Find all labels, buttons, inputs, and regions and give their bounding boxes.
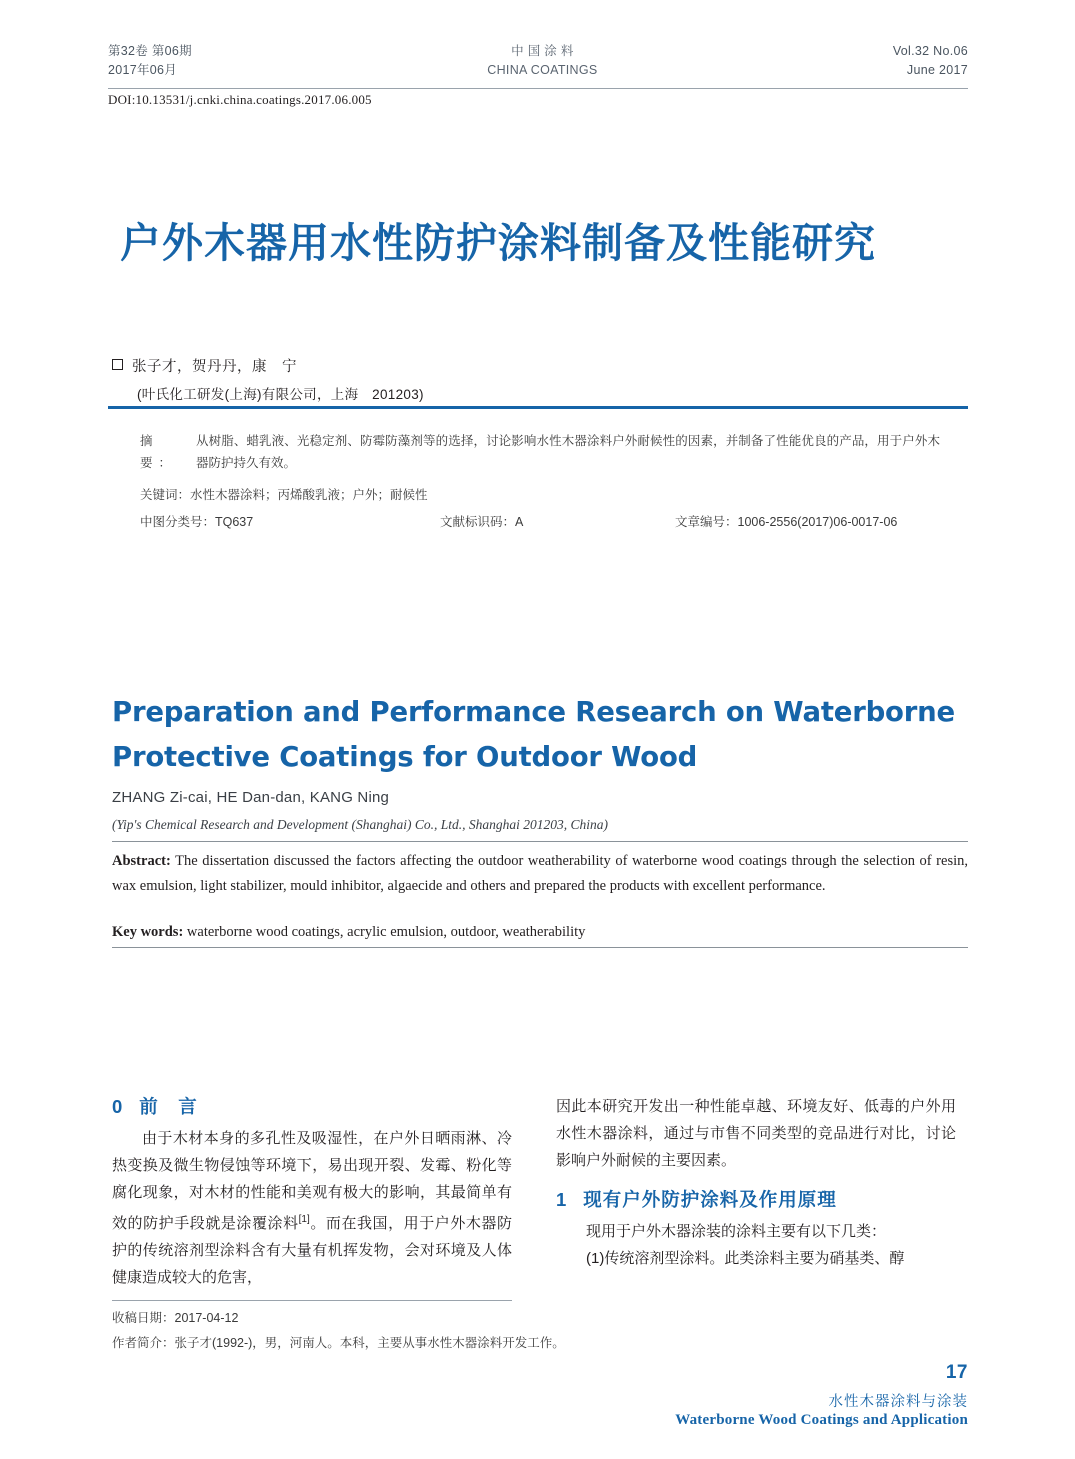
header-date-cn: 2017年06月 [108,63,178,77]
abstract-divider-bottom [112,947,968,948]
citation-marker: [1] [298,1214,310,1225]
keywords-en [112,920,968,944]
header-date-en: June 2017 [906,63,968,77]
keywords-en-text: waterborne wood coatings, acrylic emulsion, outdoor, weatherability [183,924,586,940]
header-divider [108,88,968,89]
section-heading-0 [112,1093,512,1121]
authors-en: ZHANG Zi-cai, HE Dan-dan, KANG Ning [112,789,390,806]
keywords-cn: 关键词：水性木器涂料；丙烯酸乳液；户外；耐候性 [140,488,428,502]
received-date: 收稿日期：2017-04-12 [112,1311,239,1325]
abstract-cn-label: 摘 要： [140,434,178,470]
authors-cn [112,355,297,376]
header-volume-cn: 第32卷 第06期 [108,44,192,58]
page-title-cn: 户外木器用水性防护涂料制备及性能研究 [120,219,876,267]
doi-text: DOI:10.13531/j.cnki.china.coatings.2017.06.005 [108,92,372,107]
keywords-en-label: Key words: [112,924,184,940]
clc-number: 中图分类号：TQ637 [140,515,254,529]
abstract-cn-text: 从树脂、蜡乳液、光稳定剂、防霉防藻剂等的选择，讨论影响水性木器涂料户外耐候性的因素，并制备了性能优良的产品，用于户外木器防护持久有效。 [196,434,940,470]
section-number-1: 1 [556,1189,568,1210]
paragraph-text: 由于木材本身的多孔性及吸湿性，在户外日晒雨淋、冷热变换及微生物侵蚀等环境下，易出现开裂、发霉、粉化等腐化现象，对木材的性能和美观有极大的影响，其最简单有效的防护手段就是涂覆涂料 [112,1130,512,1232]
section-heading-1 [556,1186,956,1214]
paragraph [112,1125,512,1291]
journal-name-cn: 中 国 涂 料 [511,44,574,58]
section-title-0: 前 言 [139,1096,198,1117]
bullet-square-icon [112,359,123,370]
document-code: 文献标识码：A [440,515,524,529]
paragraph: 现用于户外木器涂装的涂料主要有以下几类： [586,1223,887,1240]
page-header [108,42,968,80]
footnote-divider [112,1300,512,1301]
body-column-right [556,1093,956,1272]
page-title-en: Preparation and Performance Research on Waterborne Protective Coatings for Outdoor Wood [112,696,955,773]
footer-section-cn: 水性木器涂料与涂装 [828,1394,968,1410]
header-journal-name [487,42,597,80]
abstract-en [112,849,968,898]
paragraph: (1)传统溶剂型涂料。此类涂料主要为硝基类、醇 [586,1250,905,1267]
paragraph-text-cont: 。而在我国，用于户外木器防护的传统溶剂型涂料含有大量有机挥发物，会对环境及人体健康造成较大的危害， [112,1215,512,1286]
abstract-cn [140,430,940,474]
header-volume-issue-en [893,42,968,80]
classification-row [140,512,950,530]
authors-cn-label: 张子才，贺丹丹，康 宁 [132,359,297,375]
header-volume-en: Vol.32 No.06 [892,44,968,58]
body-column-left [112,1093,512,1291]
section-number-0: 0 [112,1096,124,1117]
section-title-1: 现有户外防护涂料及作用原理 [583,1189,837,1210]
abstract-divider-top [112,841,968,842]
abstract-en-text: The dissertation discussed the factors affecting the outdoor weatherability of waterborne wood coatings through the selection of resin, wax emulsion, light stabilizer, mould inhibitor, algaecide and others and prepared the products with excellent performance. [112,853,968,894]
footer-section-en: Waterborne Wood Coatings and Application [675,1412,968,1428]
page-number: 17 [945,1362,968,1383]
header-volume-issue [108,42,192,80]
affiliation-en: (Yip's Chemical Research and Development (Shanghai) Co., Ltd., Shanghai 201203, China) [112,817,608,832]
journal-name-en: CHINA COATINGS [487,63,598,77]
footnotes [112,1306,632,1356]
author-bio: 作者简介：张子才(1992-)，男，河南人。本科，主要从事水性木器涂料开发工作。 [112,1336,565,1350]
paragraph: 因此本研究开发出一种性能卓越、环境友好、低毒的户外用水性木器涂料，通过与市售不同类型的竞品进行对比，讨论影响户外耐候的主要因素。 [556,1098,956,1169]
abstract-en-label: Abstract: [112,853,171,869]
affiliation-cn: (叶氏化工研发(上海)有限公司，上海 201203) [137,387,424,402]
article-id: 文章编号：1006-2556(2017)06-0017-06 [675,515,898,529]
title-divider [108,406,968,409]
